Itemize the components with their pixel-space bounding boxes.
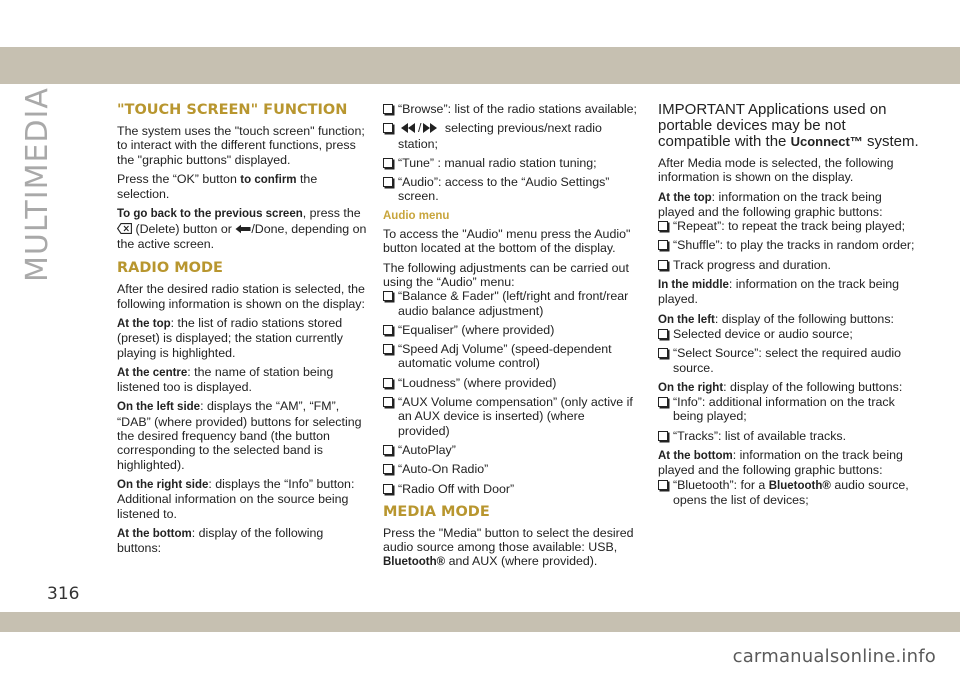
list-item [658, 346, 920, 375]
paragraph [117, 477, 369, 521]
watermark: carmanualsonline.info [732, 646, 936, 667]
column-1 [117, 102, 369, 560]
text: IMPORTANT Applications used on portable devices may be not compatible with the [658, 101, 887, 150]
important-note [658, 102, 920, 150]
text: : the name of station being listened too is displayed. [117, 364, 334, 395]
checkbox-bullet-icon [658, 480, 668, 490]
previous-track-icon [398, 122, 418, 136]
text: “Bluetooth”: for a [673, 477, 766, 492]
subheading-audio-menu: Audio menu [383, 209, 450, 222]
paragraph [658, 190, 920, 220]
paragraph: After Media mode is selected, the following information is shown on the display. [658, 156, 894, 185]
next-track-icon [421, 122, 441, 136]
paragraph [658, 448, 920, 478]
bold-term: On the right side [117, 478, 209, 491]
text: and AUX (where provided). [448, 554, 598, 569]
text: Press the "Media" button to select the desired audio source among those available: USB, [383, 525, 634, 555]
back-arrow-icon [235, 223, 251, 237]
heading-media-mode: MEDIA MODE [383, 503, 490, 520]
checkbox-bullet-icon [658, 397, 668, 407]
checkbox-bullet-icon [658, 348, 668, 358]
text: : information on the track being played and the following graphic buttons: [658, 189, 883, 219]
checkbox-bullet-icon [383, 397, 393, 407]
checkbox-bullet-icon [658, 431, 668, 441]
checkbox-bullet-icon [658, 221, 668, 231]
list-item [383, 376, 637, 390]
paragraph [658, 312, 920, 327]
top-band [0, 0, 960, 84]
paragraph [117, 172, 369, 202]
bold-term: Bluetooth® [768, 479, 831, 492]
list-item [383, 175, 637, 204]
paragraph [117, 316, 369, 360]
list-item [383, 156, 637, 170]
bold-term: At the top [117, 317, 171, 330]
text: “Tune” : manual radio station tuning; [398, 155, 597, 170]
bottom-band [0, 612, 960, 678]
paragraph: The system uses the "touch screen" function; to interact with the different functions, press the "graphic buttons" displayed. [117, 124, 365, 167]
checkbox-bullet-icon [383, 484, 393, 494]
paragraph [117, 399, 369, 471]
text: “Radio Off with Door” [398, 481, 515, 496]
bold-term: At the bottom [117, 527, 192, 540]
heading-touch-screen: "TOUCH SCREEN" FUNCTION [117, 102, 348, 118]
text: : display of the following buttons: [714, 311, 894, 326]
paragraph: To access the "Audio" menu press the Audio" button located at the bottom of the display. [383, 227, 631, 256]
text: , press the [302, 206, 361, 221]
checkbox-bullet-icon [383, 123, 393, 133]
checkbox-bullet-icon [383, 177, 393, 187]
list-item [383, 323, 637, 337]
text: (Delete) button or [135, 221, 232, 236]
text: Selected device or audio source; [673, 326, 853, 341]
checkbox-bullet-icon [658, 240, 668, 250]
top-decor-bar [0, 47, 960, 84]
text: : displays the “Info” button: Additional information on the source being listened to. [117, 476, 355, 521]
text: “Speed Adj Volume” (speed-dependent automatic volume control) [398, 342, 612, 371]
list-item [658, 478, 920, 508]
bold-term: At the top [658, 191, 712, 204]
page-number: 316 [47, 584, 80, 604]
list-item [658, 258, 920, 272]
checkbox-bullet-icon [383, 291, 393, 301]
text: “Equaliser” (where provided) [398, 322, 555, 337]
text: system. [866, 133, 919, 150]
text: “Select Source”: select the required audio source. [673, 346, 901, 375]
text: “Repeat”: to repeat the track being played; [673, 219, 906, 234]
text: : information on the track being played. [658, 277, 900, 307]
text: selecting previous/next radio station; [398, 121, 602, 151]
checkbox-bullet-icon [383, 445, 393, 455]
checkbox-bullet-icon [383, 104, 393, 114]
heading-radio-mode: RADIO MODE [117, 260, 223, 277]
text: “AutoPlay” [398, 442, 456, 457]
list-item [383, 395, 637, 438]
list-item [383, 462, 637, 476]
checkbox-bullet-icon [383, 325, 393, 335]
bold-term: At the centre [117, 366, 188, 379]
section-sidebar [16, 87, 60, 282]
text: : display of the following buttons: [723, 379, 903, 394]
paragraph [658, 380, 920, 395]
bold-term: to confirm [240, 173, 297, 186]
bold-term: Bluetooth® [383, 556, 446, 569]
bold-term: In the middle [658, 279, 729, 292]
text: “Info”: additional information on the track being played; [673, 395, 895, 424]
list-item [383, 289, 637, 318]
bold-term: At the bottom [658, 450, 733, 463]
text: Track progress and duration. [673, 257, 831, 272]
paragraph [117, 206, 369, 251]
text: “Loudness” (where provided) [398, 375, 557, 390]
bold-term: On the left side [117, 401, 201, 414]
bottom-decor-bar [0, 612, 960, 632]
text: “Audio”: access to the “Audio Settings” screen. [398, 175, 610, 204]
list-item [658, 395, 920, 424]
delete-icon [117, 223, 132, 237]
list-item [383, 102, 637, 116]
checkbox-bullet-icon [383, 464, 393, 474]
text: /Done, depending on the active screen. [117, 221, 367, 252]
checkbox-bullet-icon [658, 260, 668, 270]
bold-term: On the right [658, 381, 724, 394]
text: : displays the “AM”, “FM”, “DAB” (where provided) buttons for selecting the desired frequency band (the button corresponding to the selected band is highlighted). [117, 399, 362, 472]
list-item [658, 238, 920, 252]
paragraph [383, 526, 637, 570]
text: “Shuffle”: to play the tracks in random order; [673, 238, 915, 253]
list-item [383, 443, 637, 457]
list-item [658, 429, 920, 443]
text: audio source, opens the list of devices; [673, 477, 909, 507]
checkbox-bullet-icon [383, 378, 393, 388]
paragraph [658, 277, 920, 307]
text: “Auto-On Radio” [398, 462, 489, 477]
checkbox-bullet-icon [383, 344, 393, 354]
bold-term: Uconnect™ [790, 134, 863, 149]
checkbox-bullet-icon [383, 158, 393, 168]
list-item [658, 327, 920, 341]
section-label: MULTIMEDIA [20, 87, 55, 282]
checkbox-bullet-icon [658, 329, 668, 339]
paragraph: The following adjustments can be carried out using the “Audio” menu: [383, 260, 629, 289]
text: “AUX Volume compensation” (only active if an AUX device is inserted) (where provided) [398, 395, 633, 438]
list-item [383, 482, 637, 496]
bold-term: On the left [658, 313, 715, 326]
bold-term: To go back to the previous screen [117, 208, 303, 221]
text: : the list of radio stations stored (preset) is displayed; the station currently playing is highlighted. [117, 315, 343, 360]
text: : information on the track being played and the following graphic buttons: [658, 448, 903, 478]
list-item [658, 219, 920, 233]
list-item: / selecting previous/next radio station; [383, 121, 637, 151]
text: “Tracks”: list of available tracks. [673, 428, 847, 443]
text: : display of the following buttons: [117, 525, 324, 556]
paragraph [117, 526, 369, 556]
column-2 [383, 102, 637, 575]
text: Press the “OK” button [117, 171, 237, 186]
text: “Browse”: list of the radio stations available; [398, 102, 637, 116]
text: “Balance & Fader" (left/right and front/rear audio balance adjustment) [398, 289, 629, 318]
paragraph [117, 365, 369, 395]
list-item [383, 342, 637, 371]
text: the selection. [117, 171, 318, 202]
column-3 [658, 102, 920, 512]
paragraph: After the desired radio station is selected, the following information is shown on the display: [117, 282, 365, 311]
